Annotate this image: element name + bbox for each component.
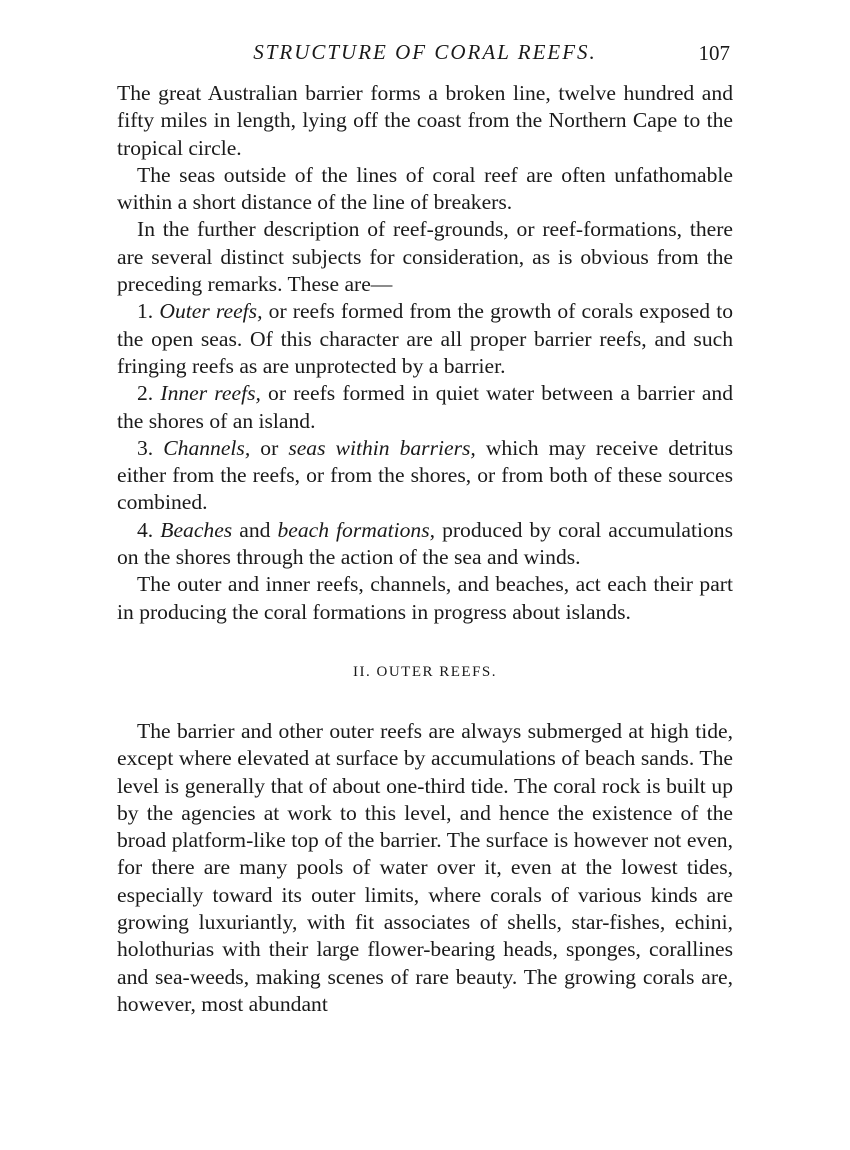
list-item-outer-reefs: [117, 298, 733, 380]
list-text: or: [250, 435, 289, 460]
list-item-inner-reefs: [117, 380, 733, 435]
running-head: [0, 40, 850, 70]
list-term: Inner reefs,: [160, 381, 261, 406]
list-term: Outer reefs,: [159, 299, 263, 324]
running-title: STRUCTURE OF CORAL REEFS.: [253, 40, 597, 64]
section-heading: II. OUTER REEFS.: [353, 663, 497, 680]
page-number: 107: [698, 41, 730, 65]
paragraph-description-intro: In the further description of reef-grounds, or reef-formations, there are several distinct subjects for consideration, as is obvious from the preceding remarks. These are—: [117, 217, 733, 297]
list-term-secondary: seas within barriers,: [288, 435, 476, 460]
paragraph-australian-barrier: The great Australian barrier forms a broken line, twelve hundred and fifty miles in length, lying off the coast from the Northern Cape to the tropical circle.: [117, 81, 733, 160]
list-term: Beaches: [160, 517, 233, 542]
list-item-channels: [117, 435, 733, 517]
list-text: or reefs formed from the growth of corals exposed to the open seas. Of this character are all proper barrier reefs, and such fringing reefs as are unprotected by a barrier.: [117, 299, 733, 378]
body-text: [117, 80, 733, 1018]
paragraph-unfathomable-seas: The seas outside of the lines of coral reef are often unfathomable within a short distance of the line of breakers.: [117, 162, 733, 215]
list-text-secondary: which may receive detritus either from the reefs, or from the shores, or from both of these sources combined.: [117, 435, 733, 515]
list-number: 4.: [137, 517, 154, 542]
list-number: 3.: [137, 435, 154, 460]
list-item-beaches: [117, 517, 733, 572]
list-number: 2.: [137, 381, 154, 406]
paragraph-summary: The outer and inner reefs, channels, and beaches, act each their part in producing the coral formations in progress about islands.: [117, 572, 733, 624]
paragraph-outer-reefs: The barrier and other outer reefs are always submerged at high tide, except where elevated at surface by accumulations of beach sands. The level is generally that of about one-third tide. The coral rock is built up by the agencies at work to this level, and hence the existence of the broad platform-like top of the barrier. The surface is however not even, for there are many pools of water over it, even at the lowest tides, especially toward its outer limits, where corals of various kinds are growing luxuriantly, with fit associates of shells, star-fishes, echini, holothurias with their large flower-bearing heads, sponges, corallines and sea-weeds, making scenes of rare beauty. The growing corals are, however, most abundant: [117, 718, 733, 1016]
list-term-secondary: beach formations,: [277, 517, 436, 542]
list-text-secondary: produced by coral accumulations on the shores through the action of the sea and winds.: [117, 517, 733, 570]
list-text: or reefs formed in quiet water between a barrier and the shores of an island.: [117, 381, 733, 433]
list-number: 1.: [137, 299, 154, 324]
list-text: and: [232, 517, 278, 542]
list-term: Channels,: [163, 435, 251, 460]
